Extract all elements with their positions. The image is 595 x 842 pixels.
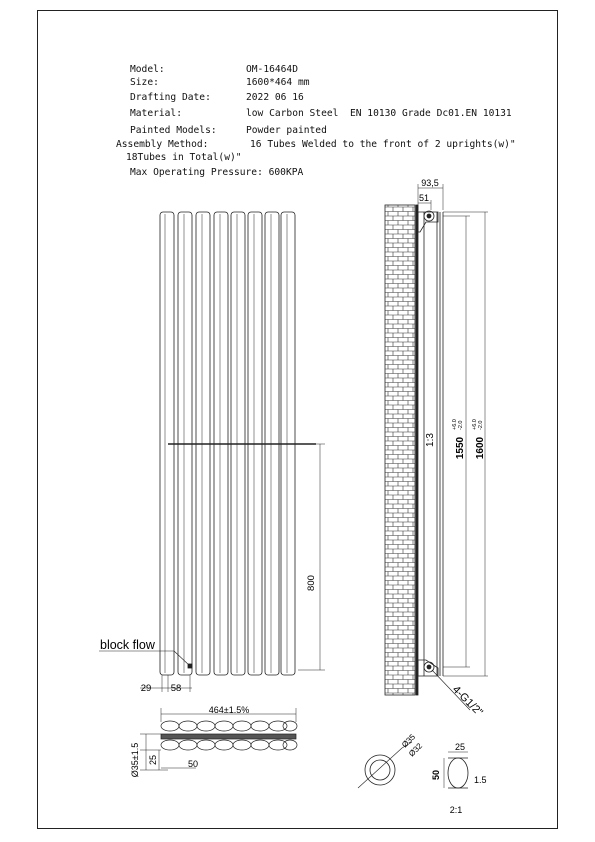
tube-section (233, 740, 251, 750)
top-valve-centre (427, 214, 431, 218)
tube-section (215, 721, 233, 731)
dim-1600: 1600 (475, 436, 486, 460)
dim-51: 51 (418, 193, 430, 203)
tol-1550-upper: +6.0 (452, 419, 458, 430)
dia-35-label: Ø35 (400, 732, 418, 750)
dim-29: 29 (140, 683, 152, 694)
brick-wall (385, 205, 415, 695)
oval-section-outer (448, 758, 468, 788)
tube-section (251, 721, 269, 731)
scale-label: 2:1 (449, 805, 463, 815)
ratio-1-3: 1:3 (425, 433, 436, 447)
thread-label: 4-G1/2" (449, 683, 485, 719)
size-value: 1600*464 mm (246, 77, 310, 88)
tube-inner-circle (370, 760, 390, 780)
tube-section (179, 740, 197, 750)
dim-top-50: 50 (187, 759, 199, 769)
wall-surface (416, 205, 418, 695)
tube-outer-circle (365, 755, 395, 785)
assembly-label: Assembly Method: (116, 139, 209, 150)
dim-58: 58 (170, 683, 182, 694)
tube-section (233, 721, 251, 731)
dim-detail-25: 25 (454, 742, 466, 752)
tube-section (197, 721, 215, 731)
dim-top-25: 25 (148, 754, 158, 766)
tol-1550-lower: -2.0 (458, 420, 464, 430)
dim-detail-1-5: 1.5 (474, 775, 487, 785)
dim-detail-50: 50 (431, 769, 441, 781)
front-view (99, 212, 325, 692)
dim-93-5: 93,5 (421, 178, 439, 188)
dim-800: 800 (306, 575, 317, 591)
model-value: OM-16464D (246, 64, 298, 75)
diameter-line (358, 748, 402, 788)
tube-section (179, 721, 197, 731)
date-label: Drafting Date: (130, 92, 211, 103)
dim-1550: 1550 (455, 436, 466, 460)
bottom-valve-centre (427, 665, 431, 669)
tube-section (283, 721, 297, 731)
tube-section (161, 721, 179, 731)
material-label: Material: (130, 108, 182, 119)
block-flow-label: block flow (100, 638, 155, 652)
tube-section (161, 740, 179, 750)
tol-1600-lower: -2.0 (478, 420, 484, 430)
material-value: low Carbon Steel EN 10130 Grade Dc01.EN 10131 (246, 108, 512, 119)
tube-section (269, 721, 287, 731)
block-flow-marker (188, 664, 192, 668)
tube-section (269, 740, 287, 750)
tube-section (251, 740, 269, 750)
tube-section (283, 740, 297, 750)
model-label: Model: (130, 64, 165, 75)
upright-bar (161, 734, 296, 739)
side-view (385, 184, 488, 710)
tube-section (215, 740, 233, 750)
dia-32-label: Ø32 (407, 741, 425, 759)
assembly-value: 16 Tubes Welded to the front of 2 uprights(w)" (250, 139, 516, 150)
date-value: 2022 06 16 (246, 92, 304, 103)
dim-35: Ø35±1.5 (130, 742, 140, 778)
assembly-continuation: 18Tubes in Total(w)" (126, 152, 242, 163)
dim-464: 464±1.5% (208, 705, 250, 715)
painted-value: Powder painted (246, 125, 327, 136)
painted-label: Painted Models: (130, 125, 217, 136)
top-view (140, 708, 297, 770)
tube-section (197, 740, 215, 750)
pressure-label: Max Operating Pressure: 600KPA (130, 167, 304, 178)
tol-1600-upper: +6.0 (472, 419, 478, 430)
size-label: Size: (130, 77, 159, 88)
